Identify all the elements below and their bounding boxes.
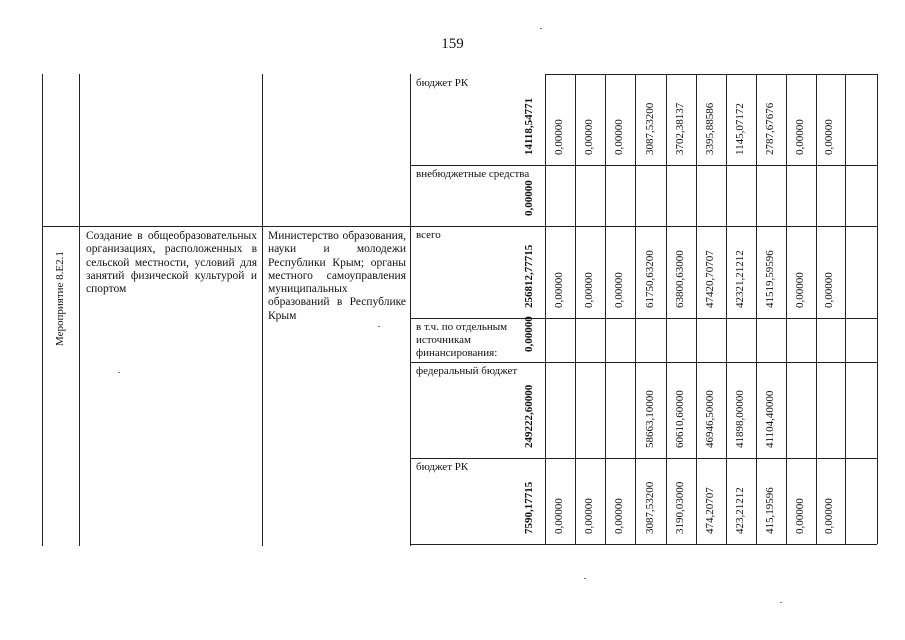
row-source-label: внебюджетные средства xyxy=(416,168,530,180)
row-year-value: 0,00000 xyxy=(613,498,625,534)
page-number: 159 xyxy=(441,36,464,52)
row-year-value: 47420,70707 xyxy=(704,250,716,308)
row-year-value: 60610,60000 xyxy=(674,390,686,448)
row-total-value: 7590,17715 xyxy=(523,481,535,534)
grid-row-border xyxy=(410,226,877,227)
grid-row-border xyxy=(410,362,877,363)
row-source-label: бюджет РК xyxy=(416,77,469,89)
row-year-value: 415,19596 xyxy=(764,487,776,534)
row-year-value: 0,00000 xyxy=(583,119,595,155)
measure-name: Создание в общеобразовательных организациях, расположенных в сельской местности, условий для занятий физической культурой и спортом xyxy=(86,230,257,296)
row-year-value: 3087,53200 xyxy=(644,481,656,534)
row-year-value: 63800,63000 xyxy=(674,250,686,308)
grid-col-border xyxy=(726,74,727,544)
measure-executor: Министерство образования, науки и молодежи Республики Крым; органы местного самоуправления муниципальных образований в Республике Крым xyxy=(268,230,406,322)
row-source-label: бюджет РК xyxy=(416,461,469,473)
row-year-value: 41898,00000 xyxy=(734,390,746,448)
row-year-value: 0,00000 xyxy=(794,272,806,308)
col-divider-executor xyxy=(262,74,263,546)
grid-row-border xyxy=(410,318,877,319)
grid-col-border xyxy=(635,74,636,544)
row-source-label: в т.ч. по отдельным источникам финансирования: xyxy=(416,321,508,359)
row-total-value: 0,00000 xyxy=(523,180,535,216)
row-year-value: 41104,40000 xyxy=(764,390,776,448)
row-total-value: 249222,60000 xyxy=(523,384,535,448)
row-year-value: 3702,38137 xyxy=(674,102,686,155)
grid-col-border xyxy=(545,74,546,544)
row-year-value: 3087,53200 xyxy=(644,102,656,155)
grid-col-border xyxy=(845,74,846,544)
row-year-value: 0,00000 xyxy=(553,498,565,534)
row-year-value: 3190,03000 xyxy=(674,481,686,534)
grid-col-border xyxy=(877,74,878,544)
row-year-value: 42321,21212 xyxy=(734,250,746,308)
col-divider-name xyxy=(79,74,80,546)
grid-col-border xyxy=(696,74,697,544)
row-year-value: 3395,88586 xyxy=(704,102,716,155)
row-year-value: 0,00000 xyxy=(583,272,595,308)
row-year-value: 0,00000 xyxy=(613,119,625,155)
row-year-value: 58663,10000 xyxy=(644,390,656,448)
measure-row-top-border xyxy=(42,226,410,227)
scan-speck xyxy=(780,602,782,603)
table-left-border xyxy=(42,74,43,546)
scan-speck xyxy=(378,326,380,327)
row-source-label: федеральный бюджет xyxy=(416,365,518,377)
row-year-value: 0,00000 xyxy=(613,272,625,308)
row-year-value: 0,00000 xyxy=(794,119,806,155)
row-total-value: 256812,77715 xyxy=(523,244,535,308)
scan-speck xyxy=(584,578,586,579)
grid-col-border xyxy=(816,74,817,544)
row-source-label: всего xyxy=(416,229,441,241)
scan-speck xyxy=(540,28,542,29)
grid-col-border xyxy=(410,74,411,544)
row-total-value: 14118,54771 xyxy=(523,97,535,155)
row-year-value: 0,00000 xyxy=(553,119,565,155)
grid-row-border xyxy=(410,165,877,166)
row-year-value: 2787,67676 xyxy=(764,102,776,155)
row-year-value: 61750,63200 xyxy=(644,250,656,308)
grid-row-border xyxy=(410,544,877,545)
row-year-value: 0,00000 xyxy=(553,272,565,308)
grid-col-border xyxy=(605,74,606,544)
row-total-value: 0,00000 xyxy=(523,316,535,352)
measure-code: Мероприятие 8.Е2.1 xyxy=(54,251,66,346)
row-year-value: 41519,59596 xyxy=(764,250,776,308)
grid-row-border xyxy=(545,74,877,75)
row-year-value: 46946,50000 xyxy=(704,390,716,448)
row-year-value: 0,00000 xyxy=(823,119,835,155)
grid-row-border xyxy=(410,458,877,459)
row-year-value: 0,00000 xyxy=(823,272,835,308)
grid-col-border xyxy=(666,74,667,544)
row-year-value: 0,00000 xyxy=(583,498,595,534)
row-year-value: 0,00000 xyxy=(794,498,806,534)
grid-col-border xyxy=(575,74,576,544)
row-year-value: 423,21212 xyxy=(734,487,746,534)
row-year-value: 1145,07172 xyxy=(734,103,746,155)
grid-col-border xyxy=(756,74,757,544)
row-year-value: 0,00000 xyxy=(823,498,835,534)
scan-speck xyxy=(118,372,120,373)
grid-col-border xyxy=(786,74,787,544)
row-year-value: 474,20707 xyxy=(704,487,716,534)
